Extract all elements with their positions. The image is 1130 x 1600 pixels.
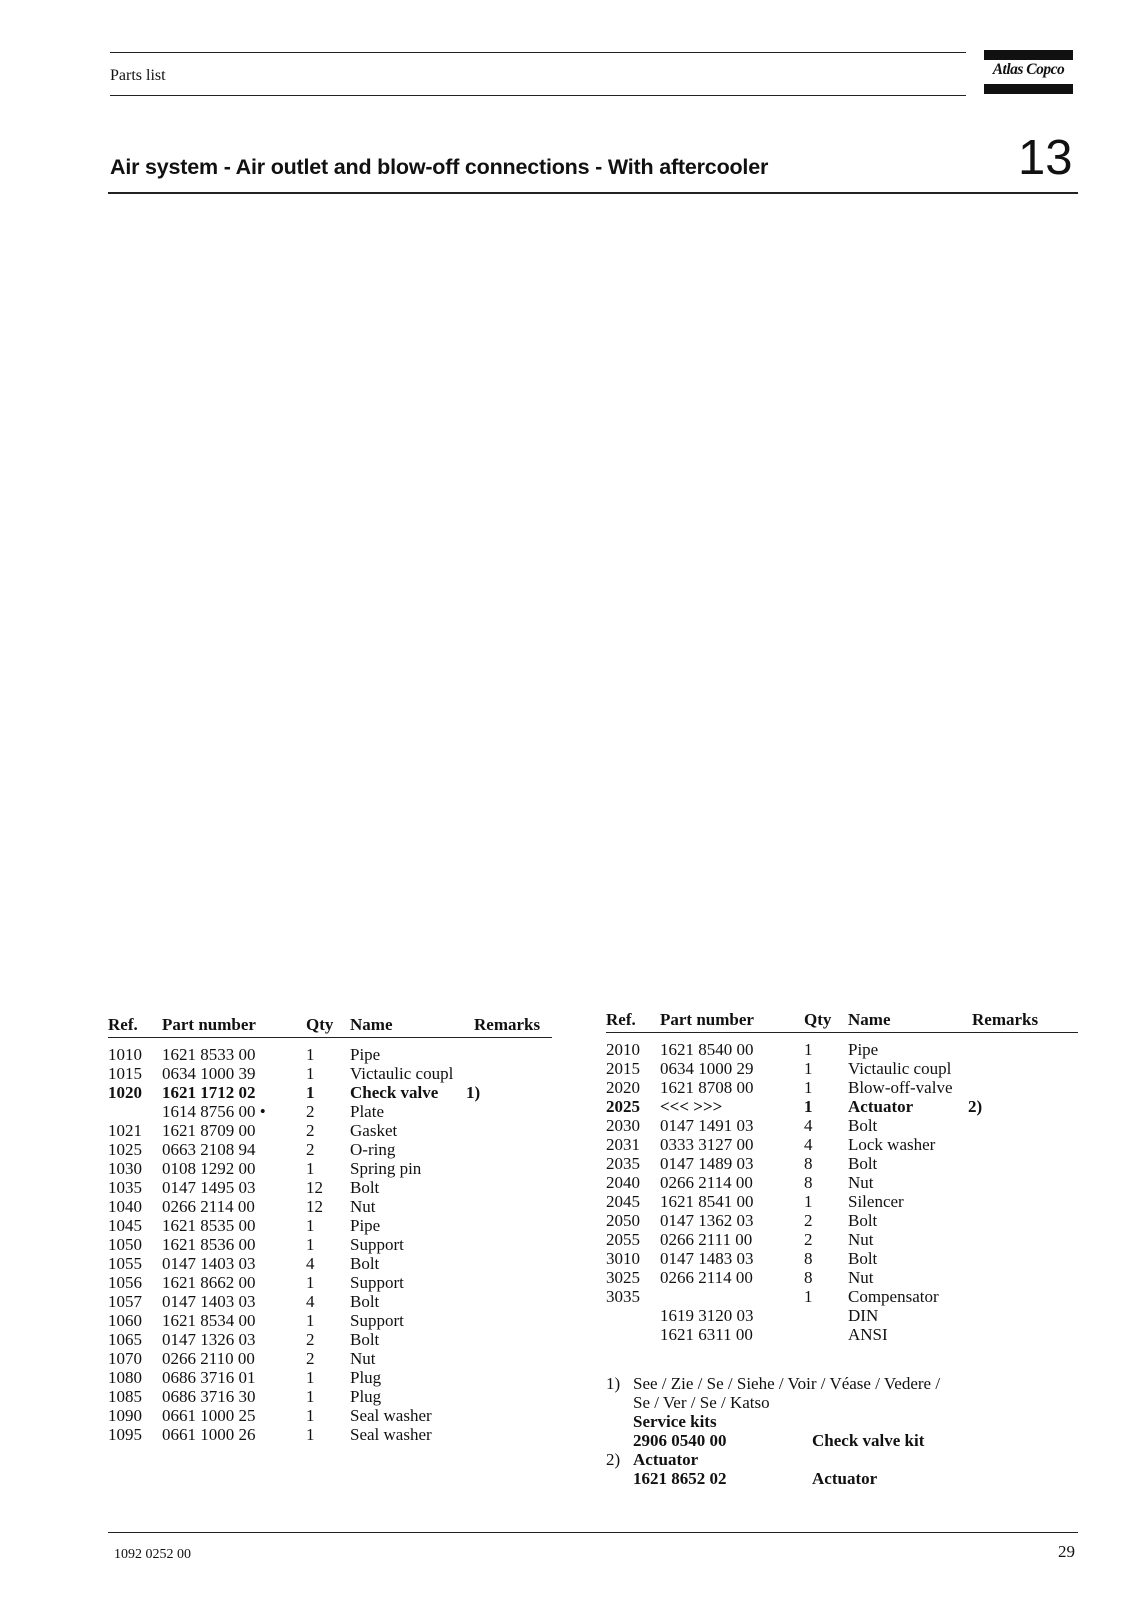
cell-name: Nut [350, 1349, 376, 1368]
table-header-rule [108, 1037, 552, 1038]
col-header-name: Name [350, 1015, 393, 1034]
cell-part-number: 1621 8708 00 [660, 1078, 754, 1097]
col-header-qty: Qty [306, 1015, 334, 1034]
cell-ref: 1030 [108, 1159, 142, 1178]
cell-ref: 3035 [606, 1287, 640, 1306]
cell-qty: 12 [306, 1197, 323, 1216]
cell-part-number: 0147 1403 03 [162, 1292, 256, 1311]
header-top-rule [110, 52, 966, 53]
cell-ref: 1090 [108, 1406, 142, 1425]
service-kits-heading: Service kits [633, 1412, 717, 1431]
cell-part-number: 0634 1000 39 [162, 1064, 256, 1083]
cell-qty: 4 [804, 1116, 813, 1135]
cell-name: Bolt [848, 1116, 878, 1135]
table-row [108, 1387, 552, 1406]
cell-part-number: 0147 1495 03 [162, 1178, 256, 1197]
table-row [108, 1254, 552, 1273]
col-header-part-number: Part number [162, 1015, 256, 1034]
cell-part-number: 1621 1712 02 [162, 1083, 256, 1102]
table-row [108, 1083, 552, 1102]
cell-part-number: 0333 3127 00 [660, 1135, 754, 1154]
cell-name: Victaulic coupl [848, 1059, 952, 1078]
cell-qty: 1 [306, 1406, 315, 1425]
table-row [606, 1154, 1078, 1173]
cell-ref: 1035 [108, 1178, 142, 1197]
cell-qty: 8 [804, 1249, 813, 1268]
cell-part-number: 1621 6311 00 [660, 1325, 753, 1344]
cell-ref: 1010 [108, 1045, 142, 1064]
cell-qty: 1 [804, 1097, 813, 1116]
cell-part-number: 1621 8533 00 [162, 1045, 256, 1064]
cell-ref: 2020 [606, 1078, 640, 1097]
cell-part-number: 1621 8534 00 [162, 1311, 256, 1330]
table-row [606, 1230, 1078, 1249]
cell-part-number: 0686 3716 01 [162, 1368, 256, 1387]
cell-part-number: 1614 8756 00 • [162, 1102, 266, 1121]
cell-name: Bolt [350, 1292, 380, 1311]
cell-qty: 1 [804, 1040, 813, 1059]
cell-remarks: 2) [968, 1097, 983, 1116]
cell-name: Plug [350, 1368, 382, 1387]
cell-name: Blow-off-valve [848, 1078, 953, 1097]
cell-qty: 12 [306, 1178, 323, 1197]
table-header-rule [606, 1032, 1078, 1033]
table-row [108, 1159, 552, 1178]
actuator-name: Actuator [812, 1469, 878, 1488]
cell-qty: 1 [804, 1287, 813, 1306]
left-parts-table [108, 1015, 552, 1455]
cell-name: O-ring [350, 1140, 396, 1159]
table-row [108, 1406, 552, 1425]
cell-ref: 2040 [606, 1173, 640, 1192]
cell-ref: 1045 [108, 1216, 142, 1235]
cell-part-number: 1621 8541 00 [660, 1192, 754, 1211]
cell-ref: 2045 [606, 1192, 640, 1211]
cell-qty: 2 [306, 1102, 315, 1121]
section-number: 13 [1018, 131, 1073, 185]
note-1-line-2: Se / Ver / Se / Katso [633, 1393, 770, 1412]
title-rule [108, 192, 1078, 194]
cell-name: Bolt [848, 1249, 878, 1268]
atlas-copco-logo [984, 50, 1073, 94]
table-row [606, 1173, 1078, 1192]
cell-part-number: 0147 1491 03 [660, 1116, 754, 1135]
cell-qty: 2 [306, 1330, 315, 1349]
cell-qty: 2 [306, 1140, 315, 1159]
cell-part-number: 1621 8709 00 [162, 1121, 256, 1140]
cell-part-number: 1619 3120 03 [660, 1306, 754, 1325]
cell-name: Gasket [350, 1121, 398, 1140]
cell-ref: 2015 [606, 1059, 640, 1078]
cell-part-number: 0147 1326 03 [162, 1330, 256, 1349]
document-number: 1092 0252 00 [114, 1547, 191, 1562]
cell-part-number: 0266 2111 00 [660, 1230, 753, 1249]
cell-qty: 4 [306, 1254, 315, 1273]
cell-part-number: 0108 1292 00 [162, 1159, 256, 1178]
cell-name: Bolt [350, 1330, 380, 1349]
col-header-ref: Ref. [108, 1015, 138, 1034]
col-header-part-number: Part number [660, 1010, 754, 1029]
table-row [606, 1306, 1078, 1325]
cell-qty: 2 [804, 1211, 813, 1230]
cell-part-number: 0147 1403 03 [162, 1254, 256, 1273]
table-row [606, 1078, 1078, 1097]
cell-qty: 2 [306, 1349, 315, 1368]
header-label: Parts list [110, 67, 166, 84]
cell-name: Silencer [848, 1192, 904, 1211]
cell-qty: 1 [306, 1311, 315, 1330]
table-row [606, 1059, 1078, 1078]
cell-qty: 1 [306, 1045, 315, 1064]
cell-part-number: 0147 1483 03 [660, 1249, 754, 1268]
cell-qty: 1 [306, 1083, 315, 1102]
table-row [606, 1116, 1078, 1135]
header-bottom-rule [110, 95, 966, 96]
cell-name: Bolt [848, 1211, 878, 1230]
cell-ref: 1095 [108, 1425, 142, 1444]
table-row [606, 1268, 1078, 1287]
cell-qty: 2 [306, 1121, 315, 1140]
cell-ref: 1021 [108, 1121, 142, 1140]
cell-qty: 1 [804, 1192, 813, 1211]
cell-part-number: 0661 1000 26 [162, 1425, 256, 1444]
table-row [108, 1330, 552, 1349]
cell-ref: 1040 [108, 1197, 142, 1216]
table-row [606, 1135, 1078, 1154]
cell-ref: 2010 [606, 1040, 640, 1059]
cell-name: Nut [350, 1197, 376, 1216]
table-row [606, 1192, 1078, 1211]
cell-name: Bolt [350, 1178, 380, 1197]
table-row [606, 1287, 1078, 1306]
table-row [108, 1197, 552, 1216]
note-1-marker: 1) [606, 1374, 621, 1393]
cell-name: Victaulic coupl [350, 1064, 454, 1083]
cell-qty: 4 [306, 1292, 315, 1311]
cell-part-number: 0147 1489 03 [660, 1154, 754, 1173]
cell-ref: 2030 [606, 1116, 640, 1135]
cell-ref: 2055 [606, 1230, 640, 1249]
cell-part-number: 0634 1000 29 [660, 1059, 754, 1078]
table-row [108, 1425, 552, 1444]
cell-part-number: 0266 2114 00 [660, 1173, 753, 1192]
cell-remarks: 1) [466, 1083, 481, 1102]
cell-qty: 1 [306, 1159, 315, 1178]
table-row [108, 1273, 552, 1292]
table-row [606, 1211, 1078, 1230]
cell-ref: 1057 [108, 1292, 142, 1311]
table-row [108, 1121, 552, 1140]
cell-ref: 3010 [606, 1249, 640, 1268]
table-row [606, 1040, 1078, 1059]
cell-qty: 1 [804, 1078, 813, 1097]
col-header-remarks: Remarks [972, 1010, 1039, 1029]
cell-qty: 1 [306, 1425, 315, 1444]
cell-ref: 2025 [606, 1097, 640, 1116]
cell-qty: 1 [306, 1216, 315, 1235]
table-row [606, 1249, 1078, 1268]
table-row [108, 1349, 552, 1368]
table-row [606, 1325, 1078, 1344]
cell-part-number: 1621 8662 00 [162, 1273, 256, 1292]
cell-qty: 1 [306, 1387, 315, 1406]
note-1-line-1: See / Zie / Se / Siehe / Voir / Véase / Vedere / [633, 1374, 941, 1393]
cell-qty: 8 [804, 1173, 813, 1192]
cell-part-number: 0266 2110 00 [162, 1349, 255, 1368]
cell-name: Spring pin [350, 1159, 422, 1178]
cell-part-number: <<< >>> [660, 1097, 723, 1116]
cell-name: Seal washer [350, 1425, 432, 1444]
col-header-qty: Qty [804, 1010, 832, 1029]
cell-name: Check valve [350, 1083, 439, 1102]
cell-name: Bolt [350, 1254, 380, 1273]
kit-part-number: 2906 0540 00 [633, 1431, 727, 1450]
section-title: Air system - Air outlet and blow-off connections - With aftercooler [110, 155, 769, 179]
table-row [108, 1140, 552, 1159]
cell-part-number: 0663 2108 94 [162, 1140, 256, 1159]
cell-name: Seal washer [350, 1406, 432, 1425]
cell-qty: 1 [306, 1273, 315, 1292]
right-parts-table [606, 1010, 1078, 1350]
cell-part-number: 1621 8536 00 [162, 1235, 256, 1254]
cell-name: Plate [350, 1102, 384, 1121]
table-row [108, 1045, 552, 1064]
cell-part-number: 0147 1362 03 [660, 1211, 754, 1230]
footer-rule [108, 1532, 1078, 1533]
cell-ref: 1020 [108, 1083, 142, 1102]
col-header-name: Name [848, 1010, 891, 1029]
table-row [108, 1064, 552, 1083]
cell-ref: 1056 [108, 1273, 142, 1292]
cell-name: Plug [350, 1387, 382, 1406]
cell-ref: 1065 [108, 1330, 142, 1349]
cell-ref: 1015 [108, 1064, 142, 1083]
note-2-marker: 2) [606, 1450, 621, 1469]
cell-name: Lock washer [848, 1135, 936, 1154]
cell-name: Nut [848, 1230, 874, 1249]
cell-name: Support [350, 1235, 404, 1254]
cell-ref: 3025 [606, 1268, 640, 1287]
table-row [108, 1311, 552, 1330]
cell-name: Actuator [848, 1097, 914, 1116]
cell-name: DIN [848, 1306, 879, 1325]
cell-part-number: 0661 1000 25 [162, 1406, 256, 1425]
cell-ref: 1050 [108, 1235, 142, 1254]
note-2-title: Actuator [633, 1450, 699, 1469]
kit-name: Check valve kit [812, 1431, 925, 1450]
cell-ref: 1085 [108, 1387, 142, 1406]
cell-name: Support [350, 1273, 404, 1292]
cell-qty: 4 [804, 1135, 813, 1154]
cell-part-number: 0686 3716 30 [162, 1387, 256, 1406]
cell-name: Support [350, 1311, 404, 1330]
table-row [108, 1102, 552, 1121]
table-row [606, 1097, 1078, 1116]
cell-part-number: 1621 8535 00 [162, 1216, 256, 1235]
cell-qty: 8 [804, 1268, 813, 1287]
cell-name: Bolt [848, 1154, 878, 1173]
cell-qty: 1 [306, 1368, 315, 1387]
table-row [108, 1178, 552, 1197]
cell-name: Nut [848, 1268, 874, 1287]
cell-ref: 1070 [108, 1349, 142, 1368]
cell-part-number: 0266 2114 00 [660, 1268, 753, 1287]
cell-ref: 2050 [606, 1211, 640, 1230]
cell-qty: 1 [804, 1059, 813, 1078]
cell-ref: 2035 [606, 1154, 640, 1173]
col-header-ref: Ref. [606, 1010, 636, 1029]
logo-wordmark: Atlas Copco [992, 61, 1065, 78]
actuator-part-number: 1621 8652 02 [633, 1469, 727, 1488]
cell-ref: 2031 [606, 1135, 640, 1154]
cell-qty: 2 [804, 1230, 813, 1249]
cell-name: Pipe [350, 1216, 381, 1235]
cell-name: Nut [848, 1173, 874, 1192]
table-row [108, 1235, 552, 1254]
cell-qty: 8 [804, 1154, 813, 1173]
page-number: 29 [1058, 1542, 1075, 1561]
cell-ref: 1025 [108, 1140, 142, 1159]
cell-qty: 1 [306, 1064, 315, 1083]
cell-part-number: 1621 8540 00 [660, 1040, 754, 1059]
cell-name: Compensator [848, 1287, 939, 1306]
cell-part-number: 0266 2114 00 [162, 1197, 255, 1216]
cell-ref: 1060 [108, 1311, 142, 1330]
cell-name: Pipe [848, 1040, 879, 1059]
cell-ref: 1055 [108, 1254, 142, 1273]
cell-name: ANSI [848, 1325, 888, 1344]
table-row [108, 1292, 552, 1311]
cell-ref: 1080 [108, 1368, 142, 1387]
table-row [108, 1368, 552, 1387]
col-header-remarks: Remarks [474, 1015, 541, 1034]
table-row [108, 1216, 552, 1235]
cell-name: Pipe [350, 1045, 381, 1064]
cell-qty: 1 [306, 1235, 315, 1254]
